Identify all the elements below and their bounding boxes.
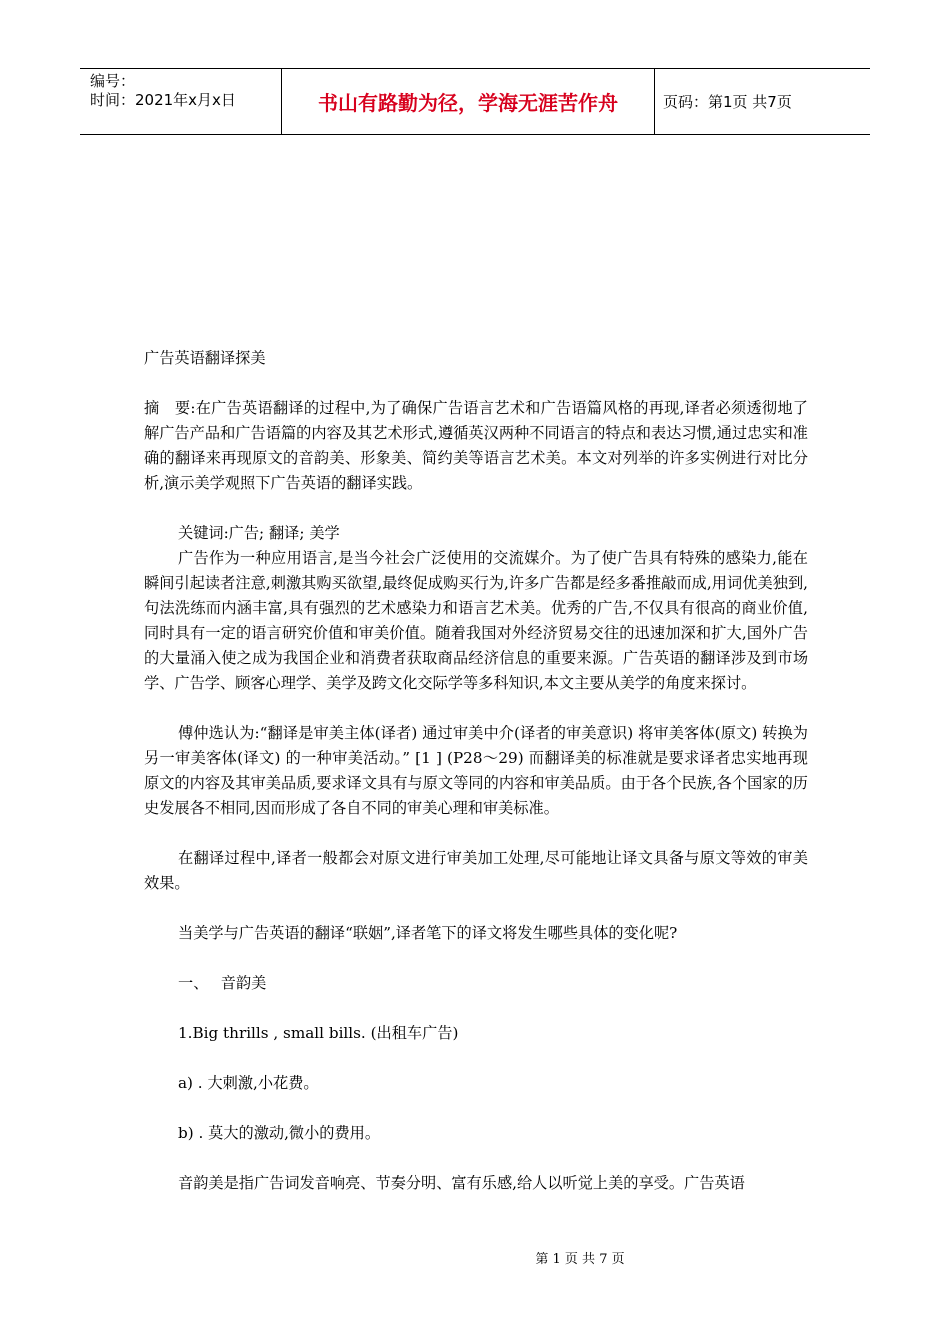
article-body: [144, 346, 808, 1196]
page-footer: 第 1 页 共 7 页: [535, 1252, 625, 1267]
example-item: b) . 莫大的激动,微小的费用。: [178, 1124, 381, 1142]
article-title: 广告英语翻译探美: [144, 349, 266, 367]
header-motto: 书山有路勤为径，学海无涯苦作舟: [282, 69, 655, 134]
document-time-label: 时间：2021年x月x日: [90, 91, 236, 109]
article-abstract: 摘 要:在广告英语翻译的过程中,为了确保广告语言艺术和广告语篇风格的再现,译者必须透彻地了解广告产品和广告语篇的内容及其艺术形式,遵循英汉两种不同语言的特点和表达习惯,通过忠实和准确的翻译来再现原文的音韵美、形象美、简约美等语言艺术美。本文对列举的许多实例进行对比分析,演示美学观照下广告英语的翻译实践。: [144, 399, 808, 492]
paragraph: 傅仲选认为:“翻译是审美主体(译者) 通过审美中介(译者的审美意识) 将审美客体(原文) 转换为另一审美客体(译文) 的一种审美活动。” [1 ] (P28～29) 而翻译美的标准就是要求译者忠实地再现原文的内容及其审美品质,要求译文具有与原文等同的内容和审美品质。由于各个民族,各个国家的历史发展各不相同,因而形成了各自不同的审美心理和审美标准。: [144, 724, 808, 817]
header-meta: [80, 69, 282, 134]
paragraph: 广告作为一种应用语言,是当今社会广泛使用的交流媒介。为了使广告具有特殊的感染力,能在瞬间引起读者注意,刺激其购买欲望,最终促成购买行为,许多广告都是经多番推敲而成,用词优美独到,句法洗练而内涵丰富,具有强烈的艺术感染力和语言艺术美。优秀的广告,不仅具有很高的商业价值,同时具有一定的语言研究价值和审美价值。随着我国对外经济贸易交往的迅速加深和扩大,国外广告的大量涌入使之成为我国企业和消费者获取商品经济信息的重要来源。广告英语的翻译涉及到市场学、广告学、顾客心理学、美学及跨文化交际学等多科知识,本文主要从美学的角度来探讨。: [144, 549, 808, 692]
paragraph: 音韵美是指广告词发音响亮、节奏分明、富有乐感,给人以听觉上美的享受。广告英语: [178, 1174, 745, 1192]
example-item: a) . 大刺激,小花费。: [178, 1074, 319, 1092]
paragraph: 在翻译过程中,译者一般都会对原文进行审美加工处理,尽可能地让译文具备与原文等效的审美效果。: [144, 849, 808, 892]
article-keywords: 关键词:广告; 翻译; 美学: [178, 524, 340, 542]
header-page-info: 页码：第1页 共7页: [663, 93, 792, 111]
section-heading: 一、 音韵美: [178, 974, 267, 992]
example-item: 1.Big thrills , small bills. (出租车广告): [178, 1024, 459, 1042]
paragraph: 当美学与广告英语的翻译“联姻”,译者笔下的译文将发生哪些具体的变化呢?: [178, 924, 678, 942]
document-number-label: 编号：: [90, 72, 136, 90]
page-header: [80, 68, 870, 135]
